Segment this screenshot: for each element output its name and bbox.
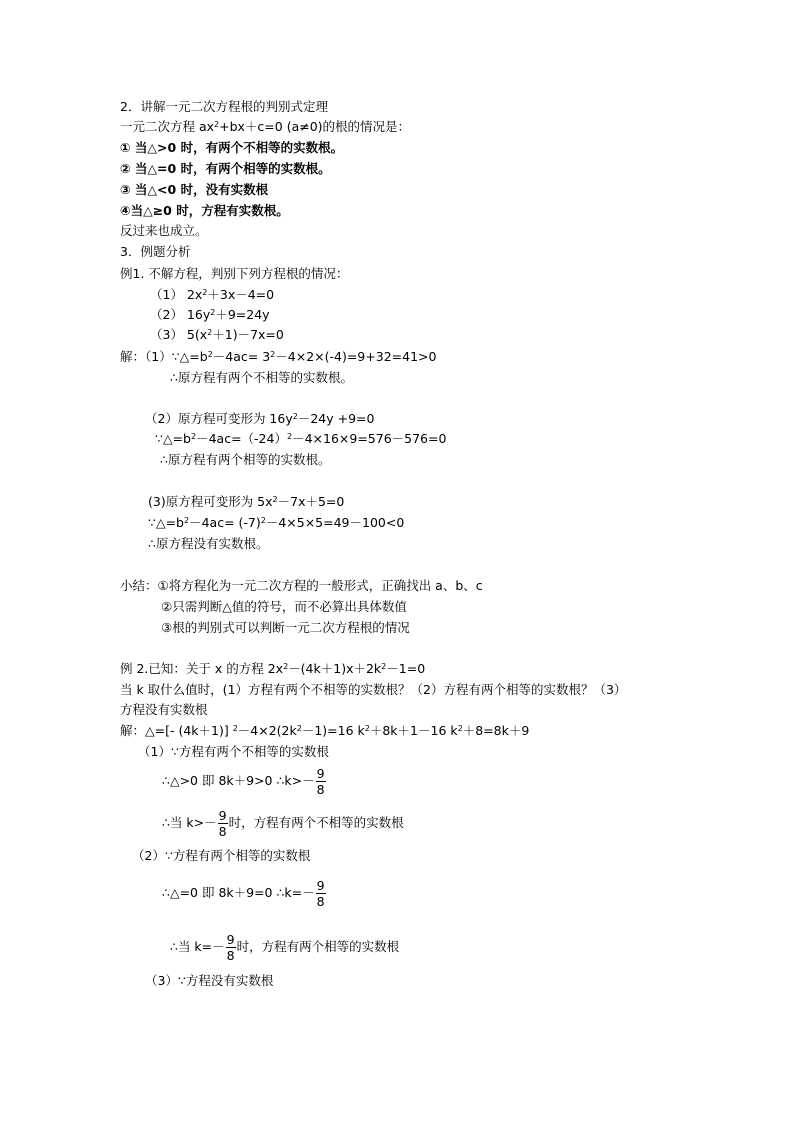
solution-2-delta: $\because\triangle=b^2-4ac=(-24)^2-4\times 16\times 9=576-576=0$ [155, 431, 447, 446]
summary-point-1: 小结：①将方程化为一元二次方程的一般形式，正确找出 a、b、c [120, 578, 483, 593]
case-a-conclusion: ∴当 k>－ $\frac{9}{8}$ 时，方程有两个不相等的实数根 [162, 808, 404, 839]
case-b-condition: （2）∵方程有两个相等的实数根 [132, 848, 311, 863]
case-a-condition: （1）∵方程有两个不相等的实数根 [138, 744, 329, 759]
summary-point-2: ②只需判断△值的符号，而不必算出具体数值 [161, 599, 407, 614]
case-4: ④当△≥0 时，方程有实数根。 [120, 203, 289, 218]
fraction-nine-eighths: $\frac{9}{8}$ [316, 878, 325, 909]
summary-point-3: ③根的判别式可以判断一元二次方程根的情况 [161, 620, 410, 635]
solution-3-conclusion: ∴原方程没有实数根。 [148, 536, 269, 551]
solution-1-conclusion: ∴原方程有两个不相等的实数根。 [170, 370, 353, 385]
solution-3-delta: $\because\triangle=b^2-4ac= (-7)^2-4\times 5\times 5=49-100<0$ [148, 515, 405, 530]
fraction-nine-eighths: $\frac{9}{8}$ [226, 932, 235, 963]
case-a-inequality: ∴△>0 即 8k＋9>0 ∴k>－ $\frac{9}{8}$ [162, 766, 325, 797]
equation-2: （2） $16y^2+9=24y$ [150, 307, 270, 322]
solution-3-transform: (3)原方程可变形为 $5x^2-7x+5=0$ [148, 494, 345, 509]
case-2: ② 当△=0 时，有两个相等的实数根。 [120, 161, 331, 176]
case-1: ① 当△>0 时，有两个不相等的实数根。 [120, 140, 344, 155]
equation-1: （1） $2x^2+3x-4=0$ [150, 287, 275, 302]
example-2-question-cont: 方程没有实数根 [120, 702, 208, 717]
solution-1-delta: 解：$(1)\because\triangle=b^2-4ac= 3^2-4\times 2\times(-4)=9+32=41>0$ [120, 349, 437, 364]
case-3: ③ 当△<0 时，没有实数根 [120, 182, 269, 197]
case-b-equation: ∴△=0 即 8k＋9=0 ∴k=－ $\frac{9}{8}$ [162, 878, 325, 909]
fraction-nine-eighths: $\frac{9}{8}$ [218, 808, 227, 839]
example-2-title: 例 2.已知：关于 x 的方程 $2x^2-(4k+1)x+2k^2-1=0$ [120, 661, 426, 676]
solution-2-transform: （2）原方程可变形为 $16y^2-24y +9=0$ [145, 411, 375, 426]
theorem-intro: 一元二次方程 $ax^2+bx+c=0$ (a≠0)的根的情况是： [120, 119, 411, 134]
case-b-conclusion: ∴当 k=－ $\frac{9}{8}$ 时，方程有两个相等的实数根 [170, 932, 400, 963]
section-heading-3: 3．例题分析 [120, 244, 191, 259]
case-c-condition: （3）∵方程没有实数根 [145, 973, 274, 988]
example-2-delta: 解：△=[- (4k＋1)] $^2-4\times 2(2k^2-1)=16$ $k^2+8k+1-16$ $k^2+8=8k+9$ [120, 723, 530, 738]
example-1-title: 例1. 不解方程，判别下列方程根的情况： [120, 266, 349, 281]
solution-2-conclusion: ∴原方程有两个相等的实数根。 [160, 452, 331, 467]
fraction-nine-eighths: $\frac{9}{8}$ [316, 766, 325, 797]
example-2-question: 当 k 取什么值时，(1）方程有两个不相等的实数根？（2）方程有两个相等的实数根？（3） [120, 682, 627, 697]
converse-note: 反过来也成立。 [120, 223, 208, 238]
section-heading-2: 2．讲解一元二次方程根的判别式定理 [120, 99, 328, 114]
equation-3: （3） $5(x^2+1)-7x=0$ [150, 327, 284, 342]
